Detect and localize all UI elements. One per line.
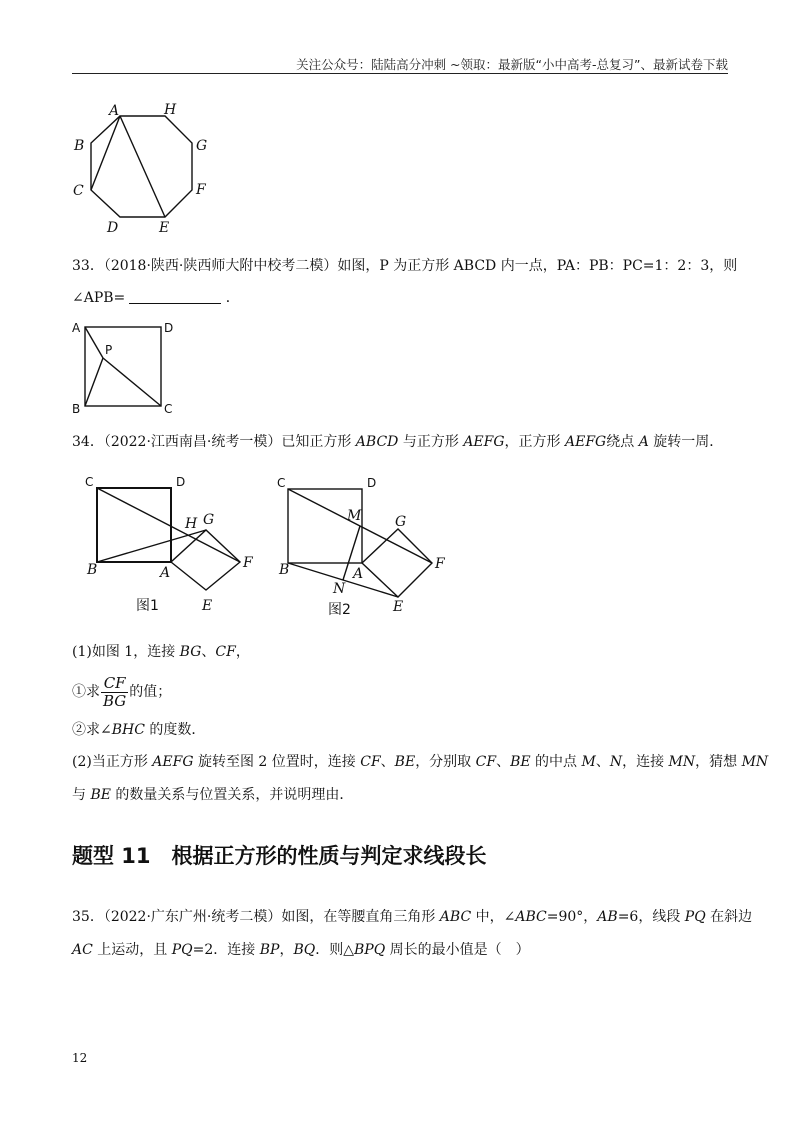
text: (2)当正方形	[72, 754, 153, 770]
label-g: G	[196, 138, 208, 154]
label-a: A	[109, 103, 120, 119]
text: 与正方形	[398, 434, 464, 450]
square-p-figure	[68, 318, 188, 418]
label-f: F	[243, 555, 253, 571]
page-header: 关注公众号：陆陆高分冲刺 ~领取：最新版“小中高考-总复习”、最新试卷下载	[296, 57, 728, 72]
label-f: F	[196, 182, 206, 198]
q34-part1	[72, 642, 732, 662]
text: 、	[380, 754, 395, 770]
q33-line1: 33．（2018·陕西·陕西师大附中校考二模）如图，P 为正方形 ABCD 内一点，PA：PB：PC=1：2：3，则	[72, 258, 738, 274]
text: ．则△	[315, 942, 354, 958]
octagon-figure	[60, 96, 230, 241]
label-e: E	[159, 220, 170, 236]
label-d: D	[367, 476, 377, 490]
math: MN	[668, 754, 696, 770]
header-rule	[72, 73, 728, 74]
math: BPQ	[354, 942, 386, 958]
fraction-denominator: BG	[103, 691, 127, 710]
math-bhc: BHC	[111, 722, 145, 738]
text: 上运动，且	[92, 942, 172, 958]
text: =90°，	[546, 909, 598, 925]
label-b: B	[87, 562, 98, 578]
segment-bg	[97, 530, 206, 562]
label-g: G	[395, 514, 407, 530]
label-p: P	[105, 343, 113, 357]
text: 的中点	[530, 754, 582, 770]
q35-line1	[72, 907, 753, 927]
segment-pa	[85, 327, 103, 358]
math: N	[609, 754, 623, 770]
figure-2	[272, 470, 452, 620]
square-abcd	[85, 327, 161, 406]
math-cf: CF	[215, 644, 236, 660]
math: CF	[360, 754, 381, 770]
q34-part2-line2	[72, 785, 732, 805]
text: 的度数．	[144, 722, 206, 738]
math: BE	[510, 754, 531, 770]
math-aefg: AEFG	[463, 434, 505, 450]
label-b: B	[72, 402, 81, 416]
text: 的值；	[129, 684, 172, 700]
section-title: 题型 11 根据正方形的性质与判定求线段长	[72, 844, 487, 868]
square-aefg	[362, 529, 432, 597]
text: 的数量关系与位置关系，并说明理由．	[110, 787, 354, 803]
text: ，猜想	[695, 754, 742, 770]
math-abcd: ABCD	[355, 434, 399, 450]
text: 、	[496, 754, 511, 770]
label-e: E	[202, 598, 213, 614]
math-a: A	[638, 434, 649, 450]
text: ，连接	[622, 754, 669, 770]
math: AB	[597, 909, 618, 925]
text: 34．（2022·江西南昌·统考一模）已知正方形	[72, 434, 356, 450]
text: =6，线段	[617, 909, 685, 925]
q34-sub1	[72, 673, 732, 713]
text: 周长的最小值是（ ）	[385, 942, 530, 958]
text: 35．（2022·广东广州·统考二模）如图，在等腰直角三角形	[72, 909, 440, 925]
math: ABC	[515, 909, 547, 925]
math: BE	[394, 754, 416, 770]
math: BE	[90, 787, 111, 803]
label-c: C	[85, 475, 94, 489]
square-abcd	[288, 489, 362, 563]
text: 绕点	[606, 434, 639, 450]
text: 旋转至图 2 位置时，连接	[193, 754, 361, 770]
math: CF	[475, 754, 497, 770]
q34-sub2	[72, 720, 732, 740]
text: 中，∠	[471, 909, 516, 925]
page-number: 12	[72, 1051, 88, 1065]
q33-period: ．	[225, 290, 240, 306]
label-a: A	[160, 565, 171, 581]
fraction-numerator: CF	[101, 675, 128, 693]
text: ，分别取	[415, 754, 476, 770]
text: 在斜边	[705, 909, 753, 925]
label-b: B	[74, 138, 85, 154]
label-d: D	[176, 475, 186, 489]
math: AC	[72, 942, 93, 958]
segment-pb	[85, 358, 103, 406]
label-a: A	[353, 566, 364, 582]
label-e: E	[393, 599, 404, 615]
fraction-cf-bg	[101, 675, 128, 710]
answer-blank	[129, 289, 221, 304]
figure-1-caption: 图1	[136, 598, 159, 614]
text: ，	[235, 644, 250, 660]
segment-ac	[91, 116, 120, 190]
math: AEFG	[152, 754, 194, 770]
text: 、	[595, 754, 610, 770]
text: =2．连接	[192, 942, 260, 958]
figure-2-caption: 图2	[328, 602, 351, 618]
octagon-shape	[91, 116, 192, 217]
segment-cf	[97, 488, 240, 562]
label-c: C	[277, 476, 286, 490]
math: PQ	[171, 942, 193, 958]
label-a: A	[72, 321, 81, 335]
math: MN	[741, 754, 769, 770]
q34-stem	[72, 432, 732, 452]
math-aefg: AEFG	[565, 434, 607, 450]
label-c: C	[73, 183, 84, 199]
q35-line2	[72, 940, 732, 960]
text: ，正方形	[504, 434, 565, 450]
label-d: D	[107, 220, 119, 236]
figure-1	[80, 470, 260, 620]
label-n: N	[333, 581, 346, 597]
segment-ae	[120, 116, 165, 217]
label-g: G	[203, 512, 215, 528]
text: ，	[279, 942, 294, 958]
label-d: D	[164, 321, 174, 335]
math: PQ	[684, 909, 706, 925]
math: M	[581, 754, 596, 770]
segment-pc	[103, 358, 161, 406]
text: ②求∠	[72, 722, 112, 738]
q34-part2-line1	[72, 752, 769, 772]
q33-angle: ∠APB=	[72, 290, 126, 306]
label-f: F	[435, 556, 445, 572]
text: 旋转一周．	[648, 434, 724, 450]
math: ABC	[439, 909, 472, 925]
label-m: M	[347, 508, 362, 524]
label-h: H	[164, 102, 177, 118]
math: BP	[259, 942, 280, 958]
text: 、	[201, 644, 216, 660]
math: BQ	[293, 942, 316, 958]
label-b: B	[279, 562, 290, 578]
square-aefg	[171, 530, 240, 590]
text: (1)如图 1，连接	[72, 644, 180, 660]
q33-line2	[72, 288, 732, 308]
math-bg: BG	[179, 644, 202, 660]
text: 与	[72, 787, 91, 803]
text: ①求	[72, 684, 100, 700]
label-h: H	[185, 516, 198, 532]
label-c: C	[164, 402, 173, 416]
